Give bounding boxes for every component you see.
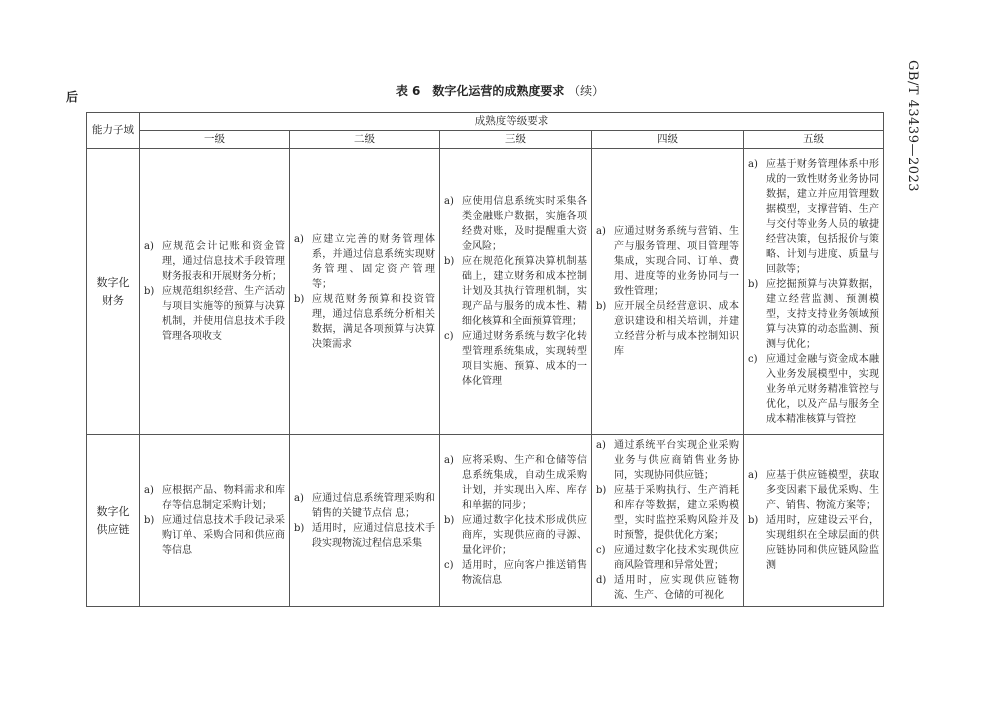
table-row xyxy=(87,435,884,607)
requirement-item xyxy=(596,299,739,359)
header-level-1: 一级 xyxy=(140,131,290,149)
requirement-label: a) xyxy=(596,226,606,237)
requirement-text: 适用时，应向客户推送销售物流信息 xyxy=(462,560,587,586)
requirement-text: 应在规范化预算决算机制基础上，建立财务和成本控制计划及其执行管理机制，实现产品与服务的成本性、精细化核算和全面预算管理； xyxy=(462,256,587,327)
area-name-line: 供应链 xyxy=(96,522,130,536)
header-group: 成熟度等级要求 xyxy=(140,113,884,131)
caption-suffix: （续） xyxy=(568,84,605,98)
area-name-line: 数字化 xyxy=(96,504,130,518)
requirement-item xyxy=(748,352,879,427)
requirement-label: d) xyxy=(596,575,607,586)
header-area: 能力子域 xyxy=(87,113,140,149)
requirement-item xyxy=(444,329,587,389)
requirement-text: 应根据产品、物料需求和库存等信息制定采购计划； xyxy=(162,485,285,511)
requirement-text: 应规范组织经营、生产活动与项目实施等的预算与决算机制，并使用信息技术手段管理各项收支 xyxy=(162,286,285,342)
requirement-text: 适用时，应建设云平台，实现组织在全球层面的供应链协同和供应链风险监测 xyxy=(766,515,880,571)
requirement-label: b) xyxy=(294,522,305,534)
requirement-item xyxy=(144,513,285,558)
requirement-item xyxy=(444,254,587,329)
header-level-3: 三级 xyxy=(440,131,592,149)
requirement-text: 应通过财务系统与数字化转型管理系统集成，实现转型项目实施、预算、成本的一体化管理 xyxy=(462,331,587,387)
requirement-label: b) xyxy=(748,515,759,526)
level-cell xyxy=(440,435,592,607)
requirement-text: 应通过金融与资金成本融入业务发展模型中，实现业务单元财务精准管控与优化，以及产品与服务全成本精准核算与管控 xyxy=(766,353,880,425)
requirement-item xyxy=(144,239,285,284)
caption-title: 表 6 数字化运营的成熟度要求 xyxy=(395,84,565,98)
requirement-label: b) xyxy=(294,293,305,305)
maturity-table xyxy=(86,112,884,607)
requirement-label: b) xyxy=(144,286,155,297)
requirement-item xyxy=(444,558,587,588)
level-cell xyxy=(744,435,884,607)
requirement-text: 应使用信息系统实时采集各类金融账户数据，实施各项经费对账，及时提醒重大资金风险； xyxy=(462,196,587,252)
level-cell xyxy=(592,435,744,607)
area-cell-supply-chain xyxy=(87,435,140,607)
requirement-text: 适用时，应通过信息技术手段实现物流过程信息采集 xyxy=(312,522,435,549)
requirement-text: 应通过数字化技术实现供应商风险管理和异常处置； xyxy=(614,545,739,571)
requirement-label: b) xyxy=(444,256,455,267)
requirement-label: c) xyxy=(748,353,758,365)
requirement-label: a) xyxy=(294,492,304,504)
header-level-5: 五级 xyxy=(744,131,884,149)
side-mark: 后 xyxy=(66,90,79,104)
requirement-text: 通过系统平台实现企业采购业务与供应商销售业务协同，实现协同供应链； xyxy=(614,440,739,481)
level-cell xyxy=(140,149,290,435)
requirement-text: 适用时，应实现供应链物流、生产、仓储的可视化 xyxy=(614,575,739,601)
requirement-label: a) xyxy=(144,485,154,496)
requirement-label: b) xyxy=(748,278,759,290)
requirement-text: 应通过信息系统管理采购和销售的关键节点信 息； xyxy=(312,492,435,519)
requirement-item xyxy=(596,573,739,603)
table-caption xyxy=(0,82,1000,99)
requirement-item xyxy=(294,292,435,352)
requirement-text: 应规范会计记账和资金管理，通过信息技术手段管理财务报表和开展财务分析； xyxy=(162,241,285,282)
requirement-text: 应通过数字化技术形成供应商库，实现供应商的寻源、量化评价； xyxy=(462,515,587,556)
requirement-item xyxy=(596,483,739,543)
level-cell xyxy=(592,149,744,435)
standard-code: GB/T 43439—2023 xyxy=(905,60,920,193)
table-row xyxy=(87,149,884,435)
requirement-label: a) xyxy=(144,241,154,252)
requirement-item xyxy=(748,157,879,277)
requirement-label: b) xyxy=(596,301,607,312)
area-name-line: 财务 xyxy=(102,293,124,307)
requirement-text: 应挖掘预算与决算数据，建立经营监测、预测模型，支持支持业务领域预算与决算的动态监测、预测与优化； xyxy=(766,278,880,350)
requirement-text: 应通过信息技术手段记录采购订单、采购合同和供应商等信息 xyxy=(162,515,285,556)
requirement-item xyxy=(294,232,435,292)
requirement-item xyxy=(444,513,587,558)
level-cell xyxy=(140,435,290,607)
requirement-label: a) xyxy=(444,196,454,207)
requirement-label: b) xyxy=(596,485,607,496)
requirement-label: a) xyxy=(748,470,758,481)
requirement-label: a) xyxy=(444,455,454,466)
requirement-text: 应开展全员经营意识、成本意识建设和相关培训，并建立经营分析与成本控制知识库 xyxy=(614,301,739,357)
requirement-label: a) xyxy=(748,158,758,170)
requirement-item xyxy=(294,521,435,551)
requirement-text: 应通过财务系统与营销、生产与服务管理、项目管理等集成，实现合同、订单、费用、进度等的业务协同与一致性管理； xyxy=(614,226,739,297)
requirement-item xyxy=(748,513,879,573)
requirement-label: b) xyxy=(444,515,455,526)
requirement-item xyxy=(748,468,879,513)
requirement-item xyxy=(444,194,587,254)
requirement-item xyxy=(596,438,739,483)
requirement-text: 应将采购、生产和仓储等信息系统集成，自动生成采购计划，并实现出入库、库存和单据的同步； xyxy=(462,455,587,511)
requirement-text: 应规范财务预算和投资管理，通过信息系统分析相关数据，满足各项预算与决算决策需求 xyxy=(312,293,435,350)
requirement-label: b) xyxy=(144,515,155,526)
level-cell xyxy=(744,149,884,435)
requirement-text: 应基于财务管理体系中形成的一致性财务业务协同数据，建立并应用管理数据模型，支撑营销、生产与交付等业务人员的敏捷经营决策，包括报价与策略、计划与进度、质量与回款等； xyxy=(766,158,880,275)
requirement-item xyxy=(444,453,587,513)
requirement-item xyxy=(144,483,285,513)
requirement-item xyxy=(748,277,879,352)
requirement-item xyxy=(596,543,739,573)
area-cell-finance xyxy=(87,149,140,435)
level-cell xyxy=(290,435,440,607)
level-cell xyxy=(290,149,440,435)
area-name-line: 数字化 xyxy=(96,275,130,289)
requirement-label: c) xyxy=(596,545,606,556)
requirement-text: 应基于采购执行、生产消耗和库存等数据，建立采购模型，实时监控采购风险并及时预警，提供优化方案； xyxy=(614,485,739,541)
requirement-label: a) xyxy=(294,233,304,245)
requirement-item xyxy=(596,224,739,299)
header-level-2: 二级 xyxy=(290,131,440,149)
requirement-text: 应建立完善的财务管理体系，并通过信息系统实现财务管理、固定资产管理 等； xyxy=(312,233,435,290)
requirement-label: a) xyxy=(596,440,606,451)
requirement-label: c) xyxy=(444,560,454,571)
requirement-item xyxy=(294,491,435,521)
requirement-label: c) xyxy=(444,331,454,342)
requirement-item xyxy=(144,284,285,344)
level-cell xyxy=(440,149,592,435)
requirement-text: 应基于供应链模型，获取多变因素下最优采购、生产、销售、物流方案等； xyxy=(766,470,880,511)
header-level-4: 四级 xyxy=(592,131,744,149)
